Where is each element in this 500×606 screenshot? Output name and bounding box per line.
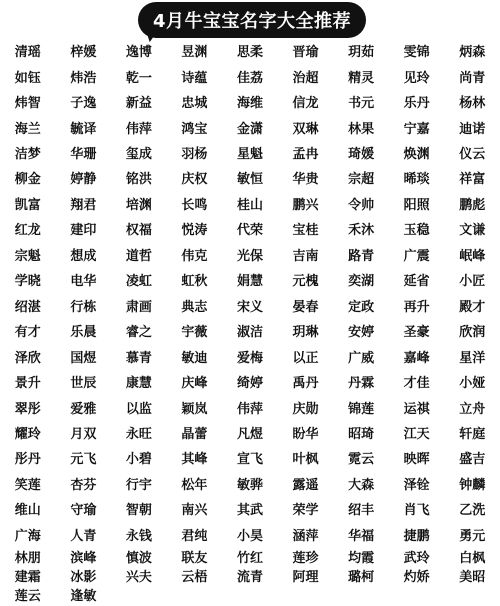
name-cell: 敏恒	[236, 172, 263, 188]
name-cell: 康慧	[125, 376, 152, 392]
name-cell: 行栋	[70, 299, 97, 315]
name-cell: 见玲	[403, 70, 430, 86]
name-cell: 佳荔	[236, 70, 263, 86]
name-cell: 星洋	[459, 350, 486, 366]
name-cell: 慕青	[125, 350, 152, 366]
name-cell: 涵萍	[292, 528, 319, 544]
name-cell: 流青	[236, 570, 263, 585]
name-cell: 权福	[125, 223, 152, 239]
name-cell: 乐丹	[403, 96, 430, 112]
name-cell: 世辰	[70, 376, 97, 392]
name-cell: 绍丰	[348, 503, 375, 519]
name-cell: 梓媛	[70, 45, 97, 61]
name-cell: 信龙	[292, 96, 319, 112]
name-cell: 延省	[403, 274, 430, 290]
name-cell: 伟萍	[125, 121, 152, 137]
name-cell: 炳森	[459, 45, 486, 61]
name-cell: 肖飞	[403, 503, 430, 519]
name-cell: 华贵	[292, 172, 319, 188]
name-cell: 宗魁	[14, 248, 41, 264]
name-cell: 才佳	[403, 376, 430, 392]
name-cell: 电华	[70, 274, 97, 290]
name-cell: 武玲	[403, 551, 430, 566]
name-cell: 宁嘉	[403, 121, 430, 137]
name-cell: 其武	[236, 503, 263, 519]
name-cell: 以监	[125, 401, 152, 417]
name-cell: 白枫	[459, 551, 486, 566]
name-grid	[0, 38, 500, 604]
name-cell: 庆权	[181, 172, 208, 188]
name-cell: 绮婷	[236, 376, 263, 392]
name-cell: 想成	[70, 248, 97, 264]
name-cell: 治超	[292, 70, 319, 86]
name-cell: 林果	[348, 121, 375, 137]
name-cell: 琦媛	[348, 147, 375, 163]
name-cell: 海兰	[14, 121, 41, 137]
name-cell: 道哲	[125, 248, 152, 264]
name-cell: 宣飞	[236, 452, 263, 468]
name-cell: 晞琰	[403, 172, 430, 188]
name-cell: 守瑜	[70, 503, 97, 519]
name-cell: 诗蕴	[181, 70, 208, 86]
name-cell: 林朋	[14, 551, 41, 566]
name-cell: 翔君	[70, 197, 97, 213]
name-cell: 建印	[70, 223, 97, 239]
name-cell: 景升	[14, 376, 41, 392]
name-cell: 逸博	[125, 45, 152, 61]
name-cell: 桂山	[236, 197, 263, 213]
name-cell: 代荣	[236, 223, 263, 239]
name-cell: 荣学	[292, 503, 319, 519]
name-cell: 莲云	[14, 589, 41, 604]
name-cell: 兴夫	[125, 570, 152, 585]
name-cell: 虹秋	[181, 274, 208, 290]
name-cell: 大森	[348, 477, 375, 493]
name-cell: 霓云	[348, 452, 375, 468]
name-cell: 忠城	[181, 96, 208, 112]
name-cell: 爱雅	[70, 401, 97, 417]
name-cell: 炜智	[14, 96, 41, 112]
name-cell: 学晓	[14, 274, 41, 290]
name-cell: 冰影	[70, 570, 97, 585]
name-cell: 欣润	[459, 325, 486, 341]
name-cell: 金潇	[236, 121, 263, 137]
name-cell: 宗超	[348, 172, 375, 188]
name-cell: 安婷	[348, 325, 375, 341]
name-cell: 慎波	[125, 551, 152, 566]
name-cell: 爱梅	[236, 350, 263, 366]
name-cell: 玺成	[125, 147, 152, 163]
name-cell: 阿理	[292, 570, 319, 585]
name-cell: 书元	[348, 96, 375, 112]
name-cell: 映晖	[403, 452, 430, 468]
name-cell: 人青	[70, 528, 97, 544]
name-cell: 光保	[236, 248, 263, 264]
name-cell: 灼娇	[403, 570, 430, 585]
name-cell: 锦莲	[348, 401, 375, 417]
name-cell: 江天	[403, 426, 430, 442]
name-cell: 尚青	[459, 70, 486, 86]
name-cell: 孟冉	[292, 147, 319, 163]
name-cell: 云梧	[181, 570, 208, 585]
name-cell: 维山	[14, 503, 41, 519]
name-cell: 立舟	[459, 401, 486, 417]
name-cell: 定政	[348, 299, 375, 315]
name-cell: 联友	[181, 551, 208, 566]
name-cell: 敏骅	[236, 477, 263, 493]
name-cell: 凡煜	[236, 426, 263, 442]
name-cell: 庆勋	[292, 401, 319, 417]
name-cell: 昱渊	[181, 45, 208, 61]
name-cell: 轩庭	[459, 426, 486, 442]
name-cell: 建霜	[14, 570, 41, 585]
name-cell: 长鸣	[181, 197, 208, 213]
name-cell: 洁梦	[14, 147, 41, 163]
name-cell: 广震	[403, 248, 430, 264]
name-cell: 思柔	[236, 45, 263, 61]
name-cell: 永钱	[125, 528, 152, 544]
name-cell: 宇薇	[181, 325, 208, 341]
name-cell: 小昊	[236, 528, 263, 544]
name-cell: 如钰	[14, 70, 41, 86]
name-cell: 泽铨	[403, 477, 430, 493]
name-cell: 丹霖	[348, 376, 375, 392]
name-cell: 耀玲	[14, 426, 41, 442]
name-cell: 星魁	[236, 147, 263, 163]
name-cell: 绍湛	[14, 299, 41, 315]
title-banner	[138, 2, 366, 38]
name-cell: 新益	[125, 96, 152, 112]
name-cell: 元槐	[292, 274, 319, 290]
name-cell: 令帅	[348, 197, 375, 213]
name-cell: 竹红	[236, 551, 263, 566]
name-cell: 小碧	[125, 452, 152, 468]
name-cell: 岷峰	[459, 248, 486, 264]
name-cell: 晋瑜	[292, 45, 319, 61]
name-cell: 凯富	[14, 197, 41, 213]
name-cell: 殿才	[459, 299, 486, 315]
name-cell: 有才	[14, 325, 41, 341]
name-cell: 典志	[181, 299, 208, 315]
name-cell: 美昭	[459, 570, 486, 585]
name-cell: 其峰	[181, 452, 208, 468]
name-cell: 盼华	[292, 426, 319, 442]
name-cell: 路青	[348, 248, 375, 264]
name-cell: 禹丹	[292, 376, 319, 392]
name-cell: 培渊	[125, 197, 152, 213]
name-cell: 松年	[181, 477, 208, 493]
name-cell: 焕渊	[403, 147, 430, 163]
name-cell: 鹏彪	[459, 197, 486, 213]
name-cell: 华福	[348, 528, 375, 544]
name-cell: 清瑶	[14, 45, 41, 61]
name-cell: 露遥	[292, 477, 319, 493]
name-cell: 小匠	[459, 274, 486, 290]
name-cell: 晏春	[292, 299, 319, 315]
name-cell: 广海	[14, 528, 41, 544]
name-cell: 行宇	[125, 477, 152, 493]
name-cell: 宝桂	[292, 223, 319, 239]
name-cell: 运祺	[403, 401, 430, 417]
name-cell: 吉南	[292, 248, 319, 264]
name-cell: 鹏兴	[292, 197, 319, 213]
name-cell: 海维	[236, 96, 263, 112]
name-cell: 华珊	[70, 147, 97, 163]
name-cell: 子逸	[70, 96, 97, 112]
name-cell: 炜浩	[70, 70, 97, 86]
name-cell: 玉稳	[403, 223, 430, 239]
name-cell: 盛吉	[459, 452, 486, 468]
name-cell: 永旺	[125, 426, 152, 442]
name-cell: 以正	[292, 350, 319, 366]
name-cell: 玥茹	[348, 45, 375, 61]
name-cell: 铭洪	[125, 172, 152, 188]
name-cell: 鸿宝	[181, 121, 208, 137]
name-cell: 凌虹	[125, 274, 152, 290]
name-cell: 晶蕾	[181, 426, 208, 442]
name-cell: 娟慧	[236, 274, 263, 290]
name-cell: 伟克	[181, 248, 208, 264]
name-cell: 睿之	[125, 325, 152, 341]
name-cell: 婷静	[70, 172, 97, 188]
name-cell: 君纯	[181, 528, 208, 544]
name-cell: 肃画	[125, 299, 152, 315]
name-cell: 阳照	[403, 197, 430, 213]
name-cell: 逢敏	[70, 589, 97, 604]
name-cell: 均霞	[348, 551, 375, 566]
name-cell: 奕湖	[348, 274, 375, 290]
name-cell: 祥富	[459, 172, 486, 188]
name-cell: 伟萍	[236, 401, 263, 417]
name-cell: 柳金	[14, 172, 41, 188]
name-cell: 钟麟	[459, 477, 486, 493]
name-cell: 南兴	[181, 503, 208, 519]
name-cell: 元飞	[70, 452, 97, 468]
name-cell: 庆峰	[181, 376, 208, 392]
page-title: 4月牛宝宝名字大全推荐	[152, 11, 352, 32]
name-cell: 敏迪	[181, 350, 208, 366]
name-cell: 杨林	[459, 96, 486, 112]
name-cell: 广威	[348, 350, 375, 366]
name-cell: 圣豪	[403, 325, 430, 341]
name-cell: 乾一	[125, 70, 152, 86]
name-cell: 乐晨	[70, 325, 97, 341]
name-cell: 国煜	[70, 350, 97, 366]
name-cell: 精灵	[348, 70, 375, 86]
name-cell: 璐柯	[348, 570, 375, 585]
name-cell: 禾沐	[348, 223, 375, 239]
name-cell: 悦涛	[181, 223, 208, 239]
name-cell: 雯锦	[403, 45, 430, 61]
name-cell: 宋义	[236, 299, 263, 315]
name-cell: 双琳	[292, 121, 319, 137]
name-cell: 智朝	[125, 503, 152, 519]
name-cell: 淑洁	[236, 325, 263, 341]
name-cell: 莲珍	[292, 551, 319, 566]
name-cell: 毓译	[70, 121, 97, 137]
name-cell: 嘉峰	[403, 350, 430, 366]
name-cell: 红龙	[14, 223, 41, 239]
name-cell: 迪诺	[459, 121, 486, 137]
name-cell: 羽杨	[181, 147, 208, 163]
name-cell: 滨峰	[70, 551, 97, 566]
name-cell: 勇元	[459, 528, 486, 544]
name-cell: 杏芬	[70, 477, 97, 493]
name-cell: 再升	[403, 299, 430, 315]
name-cell: 仪云	[459, 147, 486, 163]
name-cell: 颖岚	[181, 401, 208, 417]
name-cell: 文谦	[459, 223, 486, 239]
name-cell: 月双	[70, 426, 97, 442]
name-cell: 昭琦	[348, 426, 375, 442]
name-cell: 彤丹	[14, 452, 41, 468]
name-cell: 捷鹏	[403, 528, 430, 544]
name-cell: 玥琳	[292, 325, 319, 341]
name-cell: 泽欣	[14, 350, 41, 366]
name-cell: 笑莲	[14, 477, 41, 493]
name-cell: 小娅	[459, 376, 486, 392]
name-cell: 叶枫	[292, 452, 319, 468]
name-cell: 翠彤	[14, 401, 41, 417]
name-cell: 乙洗	[459, 503, 486, 519]
